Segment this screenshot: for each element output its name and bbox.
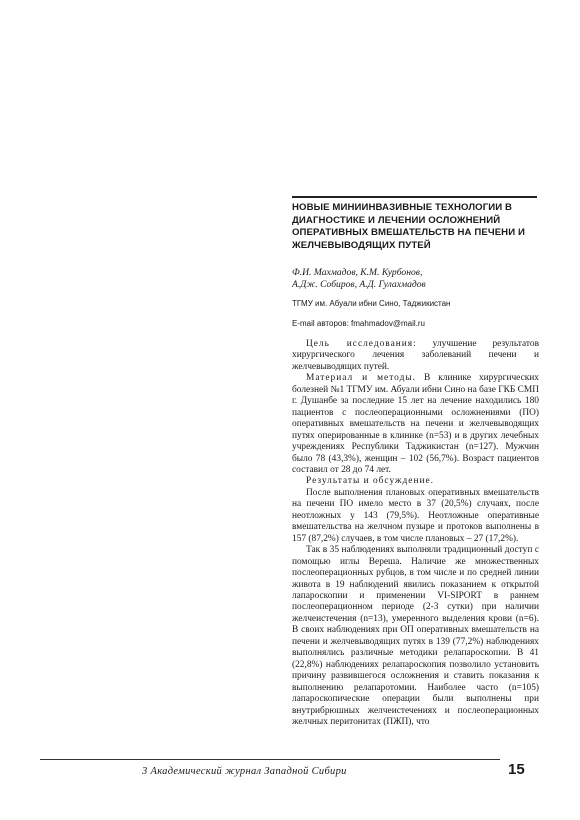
article-title: НОВЫЕ МИНИИНВАЗИВНЫЕ ТЕХНОЛОГИИ В ДИАГНОСТИКЕ И ЛЕЧЕНИИ ОСЛОЖНЕНИЙ ОПЕРАТИВНЫХ ВМЕШАТЕЛЬСТВ НА ПЕЧЕНИ И ЖЕЛЧЕВЫВОДЯЩИХ ПУТЕЙ: [292, 196, 537, 252]
aim-heading: Цель исследования:: [306, 339, 417, 349]
authors-line: Ф.И. Махмадов, К.М. Курбонов,: [292, 267, 423, 278]
article-body: [292, 339, 539, 728]
authors: [292, 267, 537, 292]
methods-text: В клинике хирургических болезней №1 ТГМУ им. Абуали ибни Сино на базе ГКБ СМП г. Душанбе за последние 15 лет на лечение находились 180 пациентов с послеоперационными осложнениями (ПО) оперативных вмешательств на печени и желчевыводящих путях оперированные в клинике (n=53) и в других лечебных учреждениях Республики Таджикистан (n=127). Мужчин было 78 (43,3%), женщин – 102 (56,7%). Возраст пациентов составил от 28 до 74 лет.: [292, 373, 539, 475]
page-number: 15: [508, 761, 525, 778]
results-heading-paragraph: [292, 476, 539, 487]
authors-line: А.Дж. Собиров, А.Д. Гулахмадов: [292, 279, 426, 291]
affiliation: ТГМУ им. Абуали ибни Сино, Таджикистан: [292, 299, 451, 308]
methods-paragraph: [292, 373, 539, 476]
results-paragraph: Так в 35 наблюдениях выполняли традиционный доступ с помощью иглы Вереша. Наличие же множественных послеоперационных рубцов, в том числе и по средней линии живота в 19 наблюдений явились показанием к открытой лапароскопии и применении VI-SIPORT в раннем послеоперационном периоде (2-3 сутки) при наличии желчеистечения (n=13), умеренного выделения крови (n=6). В своих наблюдениях при ОП оперативных вмешательств на печени и желчевыводящих путях в 139 (77,2%) наблюдениях выполнялись различные методики релапароскопии. В 41 (22,8%) наблюдениях релапароскопия позволило установить причину развившегося осложнения и ставить показания к выполнению релапаротомии. Наиболее часто (n=105) лапароскопические операции были выполнены при внутрибрюшных желчеистечениях и послеоперационных желчных перитонитах (ПЖП), что: [292, 545, 539, 727]
aim-text: улучшение результатов хирургического лечения заболеваний печени и желчевыводящих путей.: [292, 339, 539, 372]
results-paragraph: После выполнения плановых оперативных вмешательств на печени ПО имело место в 37 (20,5%) случаях, после неотложных у 143 (79,5%). Неотложные оперативные вмешательства на желчном пузыре и протоков выполнены в 157 (87,2%) случаев, в том числе плановых – 27 (17,2%).: [292, 487, 539, 544]
footer-rule: [40, 759, 500, 760]
author-email: E-mail авторов: fmahmadov@mail.ru: [292, 319, 425, 328]
methods-heading: Материал и методы.: [306, 373, 417, 384]
results-heading: Результаты и обсуждение.: [306, 476, 434, 487]
footer-journal-name: 3 Академический журнал Западной Сибири: [142, 766, 347, 777]
aim-paragraph: [292, 339, 539, 373]
